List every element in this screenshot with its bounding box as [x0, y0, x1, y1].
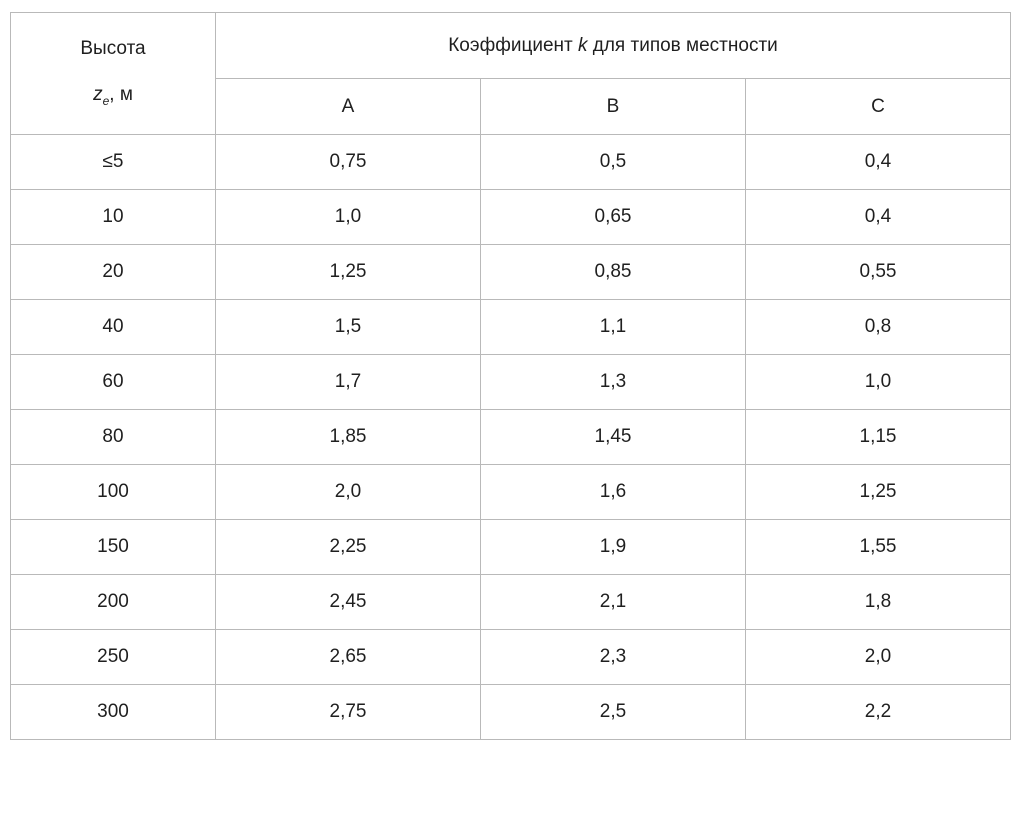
cell-c: 1,55: [746, 520, 1011, 575]
cell-c: 0,4: [746, 190, 1011, 245]
cell-a: 1,85: [216, 410, 481, 465]
cell-c: 2,2: [746, 685, 1011, 740]
cell-b: 2,3: [481, 630, 746, 685]
cell-a: 0,75: [216, 135, 481, 190]
cell-c: 1,25: [746, 465, 1011, 520]
table-body: [11, 135, 1011, 740]
cell-b: 0,65: [481, 190, 746, 245]
cell-c: 1,15: [746, 410, 1011, 465]
cell-c: 0,55: [746, 245, 1011, 300]
cell-b: 2,1: [481, 575, 746, 630]
cell-height: 150: [11, 520, 216, 575]
cell-a: 1,5: [216, 300, 481, 355]
cell-height: 10: [11, 190, 216, 245]
cell-height: 60: [11, 355, 216, 410]
cell-c: 1,0: [746, 355, 1011, 410]
cell-a: 2,65: [216, 630, 481, 685]
cell-a: 1,7: [216, 355, 481, 410]
cell-height: 20: [11, 245, 216, 300]
cell-height: 80: [11, 410, 216, 465]
table-row: [11, 190, 1011, 245]
table-header: [11, 13, 1011, 135]
table-row: [11, 465, 1011, 520]
table-row: [11, 135, 1011, 190]
cell-b: 2,5: [481, 685, 746, 740]
cell-a: 2,45: [216, 575, 481, 630]
table-row: [11, 300, 1011, 355]
table-row: [11, 630, 1011, 685]
variable-k: k: [577, 34, 588, 56]
header-coefficient-prefix: Коэффициент: [448, 34, 578, 56]
header-cell-coefficient: [216, 13, 1011, 79]
variable-z-subscript: e: [102, 94, 110, 109]
cell-a: 2,25: [216, 520, 481, 575]
variable-z: z: [93, 84, 103, 106]
cell-b: 1,1: [481, 300, 746, 355]
cell-height: 250: [11, 630, 216, 685]
cell-height: 300: [11, 685, 216, 740]
table-row: [11, 355, 1011, 410]
coefficient-k-table: [10, 12, 1011, 740]
cell-a: 1,25: [216, 245, 481, 300]
table-row: [11, 685, 1011, 740]
cell-height: 100: [11, 465, 216, 520]
header-coefficient-suffix: для типов местности: [587, 34, 778, 56]
header-height-variable: [11, 85, 215, 107]
header-cell-height: [11, 13, 216, 135]
header-height-label: Высота: [80, 38, 146, 60]
cell-c: 0,8: [746, 300, 1011, 355]
cell-c: 0,4: [746, 135, 1011, 190]
table-row: [11, 575, 1011, 630]
cell-b: 1,6: [481, 465, 746, 520]
table-row: [11, 520, 1011, 575]
cell-c: 2,0: [746, 630, 1011, 685]
cell-b: 0,85: [481, 245, 746, 300]
cell-a: 2,75: [216, 685, 481, 740]
cell-b: 1,45: [481, 410, 746, 465]
header-height-units: , м: [109, 84, 133, 106]
table-row: [11, 410, 1011, 465]
table-header-row-top: [11, 13, 1011, 79]
header-cell-terrain-b: B: [481, 79, 746, 135]
cell-b: 1,9: [481, 520, 746, 575]
cell-b: 0,5: [481, 135, 746, 190]
cell-b: 1,3: [481, 355, 746, 410]
cell-a: 1,0: [216, 190, 481, 245]
table-row: [11, 245, 1011, 300]
cell-c: 1,8: [746, 575, 1011, 630]
cell-height: ≤5: [11, 135, 216, 190]
cell-height: 200: [11, 575, 216, 630]
header-cell-terrain-c: C: [746, 79, 1011, 135]
cell-a: 2,0: [216, 465, 481, 520]
cell-height: 40: [11, 300, 216, 355]
header-cell-terrain-a: A: [216, 79, 481, 135]
